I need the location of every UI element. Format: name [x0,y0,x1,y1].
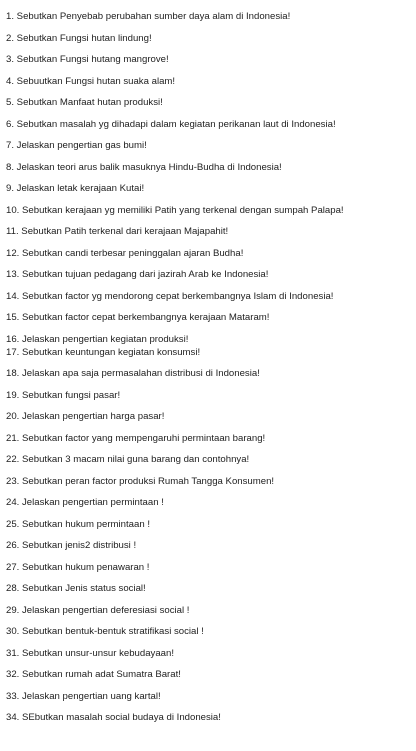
question-item: 8. Jelaskan teori arus balik masuknya Hindu-Budha di Indonesia! [6,161,282,173]
question-item: 31. Sebutkan unsur-unsur kebudayaan! [6,647,175,659]
question-item: 22. Sebutkan 3 macam nilai guna barang dan contohnya! [6,454,250,465]
question-item: 13. Sebutkan tujuan pedagang dari jazirah Arab ke Indonesia! [6,269,269,280]
question-item: 10. Sebutkan kerajaan yg memiliki Patih yang terkenal dengan sumpah Palapa! [6,204,344,216]
question-item: 21. Sebutkan factor yang mempengaruhi permintaan barang! [6,432,266,444]
question-item: 14. Sebutkan factor yg mendorong cepat berkembangnya Islam di Indonesia! [6,290,334,302]
question-item: 17. Sebutkan keuntungan kegiatan konsumsi! [6,346,201,358]
question-item: 9. Jelaskan letak kerajaan Kutai! [6,183,145,194]
question-item: 16. Jelaskan pengertian kegiatan produksi! [6,333,189,345]
question-item: 28. Sebutkan Jenis status social! [6,583,146,594]
question-item: 25. Sebutkan hukum permintaan ! [6,518,150,530]
question-item: 33. Jelaskan pengertian uang kartal! [6,690,161,702]
question-item: 4. Sebuutkan Fungsi hutan suaka alam! [6,75,176,87]
question-item: 24. Jelaskan pengertian permintaan ! [6,497,164,508]
question-item: 15. Sebutkan factor cepat berkembangnya kerajaan Mataram! [6,312,270,323]
question-item: 1. Sebutkan Penyebab perubahan sumber daya alam di Indonesia! [6,11,291,22]
question-item: 23. Sebutkan peran factor produksi Rumah Tangga Konsumen! [6,475,275,487]
question-item: 20. Jelaskan pengertian harga pasar! [6,411,165,422]
question-item: 19. Sebutkan fungsi pasar! [6,389,121,401]
question-item: 18. Jelaskan apa saja permasalahan distribusi di Indonesia! [6,368,260,379]
question-item: 26. Sebutkan jenis2 distribusi ! [6,540,137,551]
question-item: 2. Sebutkan Fungsi hutan lindung! [6,32,152,44]
question-list [6,11,412,734]
question-item: 6. Sebutkan masalah yg dihadapi dalam kegiatan perikanan laut di Indonesia! [6,118,336,130]
question-item: 7. Jelaskan pengertian gas bumi! [6,140,147,151]
question-item: 29. Jelaskan pengertian deferesiasi social ! [6,604,190,616]
question-item: 34. SEbutkan masalah social budaya di Indonesia! [6,712,221,723]
question-item: 12. Sebutkan candi terbesar peninggalan ajaran Budha! [6,247,244,259]
question-item: 32. Sebutkan rumah adat Sumatra Barat! [6,669,181,680]
question-item: 11. Sebutkan Patih terkenal dari kerajaan Majapahit! [6,226,229,237]
question-item: 3. Sebutkan Fungsi hutang mangrove! [6,54,169,65]
question-item: 30. Sebutkan bentuk-bentuk stratifikasi social ! [6,626,204,637]
question-item: 27. Sebutkan hukum penawaran ! [6,561,150,573]
question-item: 5. Sebutkan Manfaat hutan produksi! [6,97,163,108]
